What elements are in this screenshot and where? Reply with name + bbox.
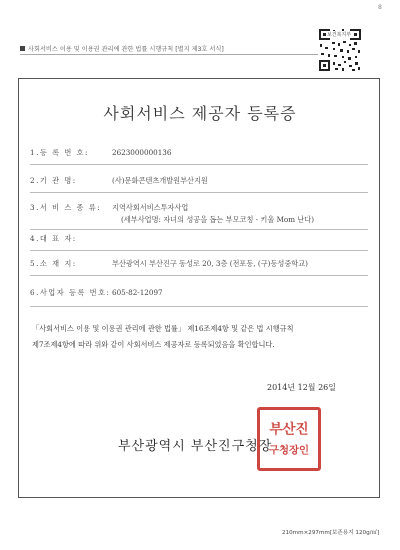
field-label: 4.대 표 자: (30, 234, 77, 243)
certificate-title: 사회서비스 제공자 등록증 (103, 104, 297, 123)
field-label: 6.사업자 등록 번호: (30, 288, 111, 297)
field-service-type (30, 203, 188, 213)
field-representative (30, 234, 112, 244)
confirmation-line: 제7조제4항에 따라 위와 같이 사회서비스 제공자로 등록되었음을 확인합니다. (32, 340, 275, 349)
row-divider (30, 164, 368, 165)
field-label: 2.기 관 명: (30, 176, 77, 185)
field-value: 2623000000136 (112, 148, 172, 157)
seal-line: 구청장인 (268, 444, 310, 457)
form-header-note (20, 44, 224, 53)
header-divider (20, 54, 320, 55)
seal-line: 부산진 (269, 421, 309, 438)
field-label: 5.소 재 지: (30, 259, 77, 268)
field-value: 605-82-12097 (112, 288, 163, 297)
service-detail: (세부사업명: 자녀의 성공을 돕는 부모코칭 - 키울 Mom 난다) (121, 215, 315, 224)
issuing-authority: 부산광역시 부산진구청장 (118, 439, 273, 454)
row-divider (30, 250, 368, 251)
confirmation-line: 「사회서비스 이용 및 이용권 관리에 관한 법률」 제16조제4항 및 같은 법 시행규칙 (32, 324, 294, 333)
confirmation-text (32, 321, 372, 353)
field-value: (사)문화콘텐츠개발원부산지원 (112, 176, 208, 185)
issue-date: 2014년 12월 26일 (267, 383, 336, 392)
field-institution-name (30, 176, 208, 186)
form-header-text: 사회서비스 이용 및 이용권 관리에 관한 법률 시행규칙 [별지 제3호 서식] (28, 46, 224, 53)
qr-label: 보건복지부 (327, 32, 352, 38)
row-divider (30, 306, 368, 307)
field-registration-number (30, 148, 171, 158)
row-divider (30, 229, 368, 230)
square-bullet-icon (20, 46, 25, 51)
field-value: 지역사회서비스투자사업 (112, 203, 189, 212)
row-divider (30, 275, 368, 276)
paper-spec-footer: 210mm×297mm[보존용지 120g/㎡] (282, 530, 380, 536)
field-value: 부산광역시 부산진구 동성로 20, 3층 (전포동, (구)동성중학교) (112, 259, 308, 268)
corner-mark: 8 (378, 4, 382, 11)
field-label: 1.등 록 번 호: (30, 148, 89, 157)
field-label: 3.서 비 스 종 류: (30, 203, 102, 212)
field-business-registration-number (30, 288, 163, 298)
field-address (30, 259, 308, 269)
row-divider (30, 192, 368, 193)
